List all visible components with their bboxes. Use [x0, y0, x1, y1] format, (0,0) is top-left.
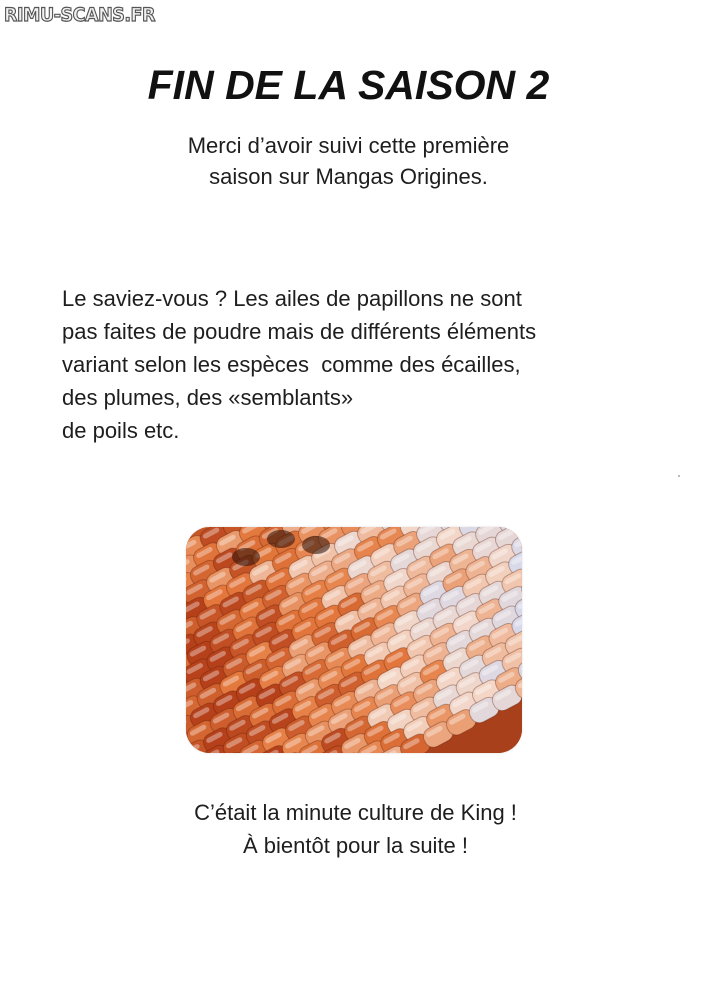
- fun-fact-line: Le saviez-vous ? Les ailes de papillons ne sont: [62, 286, 522, 311]
- watermark: RIMU-SCANS.FR: [4, 4, 156, 26]
- subtitle-line-1: Merci d’avoir suivi cette première: [187, 133, 510, 158]
- closing-line-2: À bientôt pour la suite !: [242, 833, 469, 858]
- subtitle-line-2: saison sur Mangas Origines.: [209, 164, 488, 189]
- closing-line-1: C’était la minute culture de King !: [194, 800, 517, 825]
- scales-illustration: [186, 527, 522, 753]
- fun-fact-line: pas faites de poudre mais de différents éléments: [62, 319, 537, 344]
- fun-fact-line: des plumes, des «semblants»: [62, 385, 354, 410]
- fun-fact-line: de poils etc.: [62, 418, 180, 443]
- fun-fact-line: variant selon les espèces comme des écailles,: [62, 352, 521, 377]
- page-title: FIN DE LA SAISON 2: [147, 62, 550, 108]
- subtitle: [0, 130, 697, 192]
- fun-fact-paragraph: [62, 282, 682, 447]
- butterfly-wing-scales-photo: [186, 527, 522, 753]
- closing-message: [0, 796, 711, 862]
- image-artifact: [678, 475, 680, 477]
